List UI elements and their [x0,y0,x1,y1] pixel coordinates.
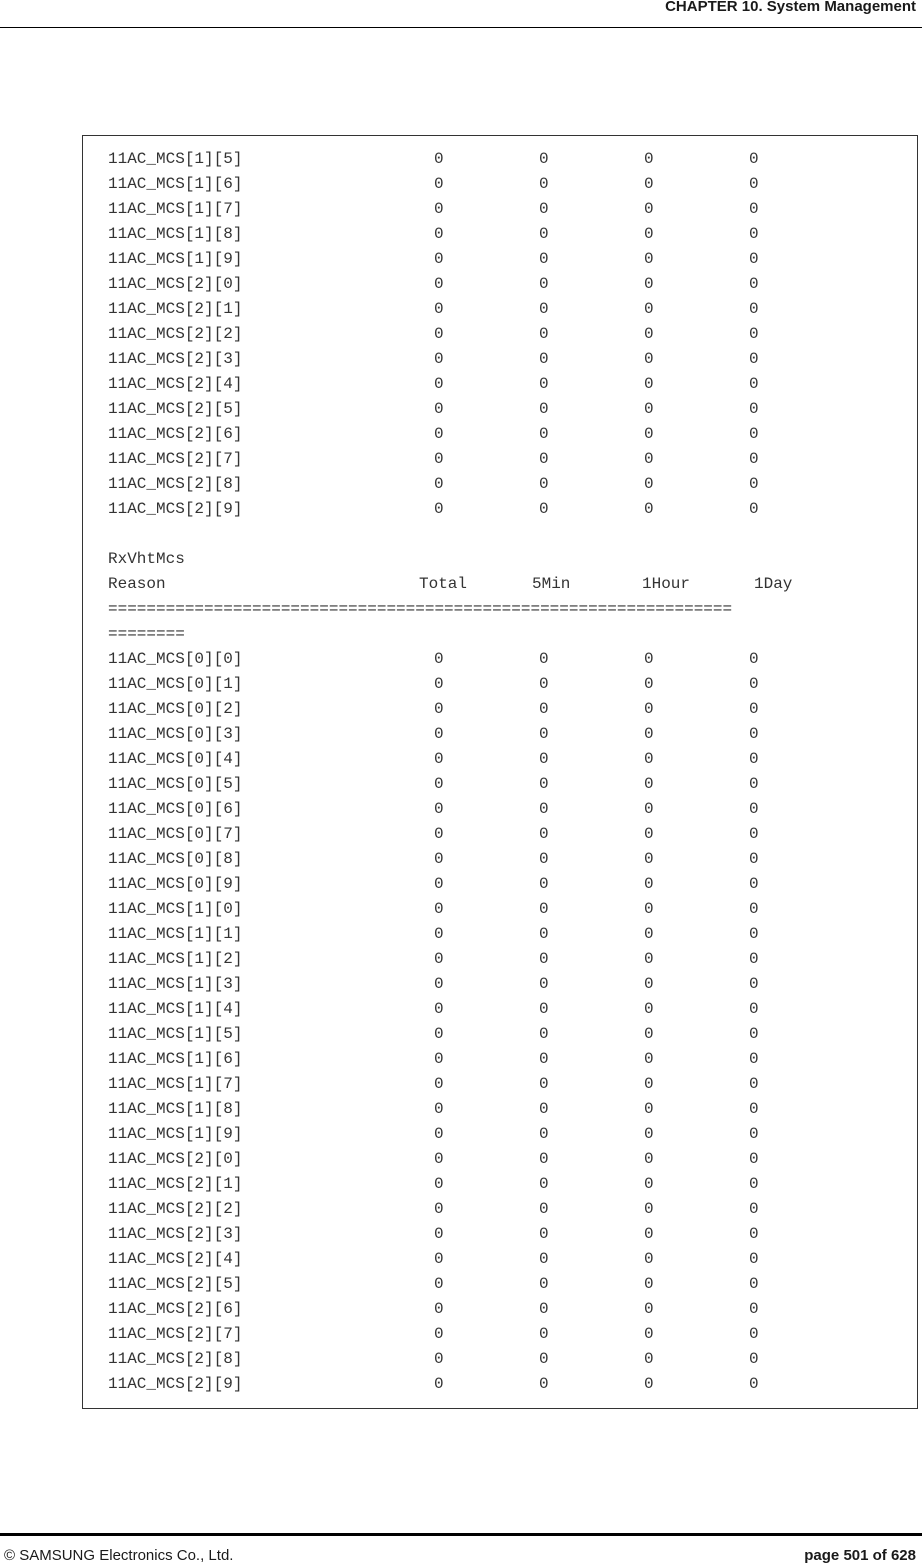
1hour-cell: 0 [644,450,654,468]
total-cell: 0 [434,975,444,993]
1day-cell: 0 [749,650,759,668]
reason-cell: 11AC_MCS[2][5] [108,1275,243,1293]
page-number: page 501 of 628 [804,1547,916,1564]
5min-cell: 0 [539,325,549,343]
5min-cell: 0 [539,1275,549,1293]
header-1hour: 1Hour [642,575,691,593]
1day-cell: 0 [749,1150,759,1168]
total-cell: 0 [434,475,444,493]
1day-cell: 0 [749,300,759,318]
reason-cell: 11AC_MCS[1][1] [108,925,243,943]
total-cell: 0 [434,1300,444,1318]
5min-cell: 0 [539,400,549,418]
1day-cell: 0 [749,1025,759,1043]
1day-cell: 0 [749,175,759,193]
1day-cell: 0 [749,1300,759,1318]
reason-cell: 11AC_MCS[0][7] [108,825,243,843]
reason-cell: 11AC_MCS[2][7] [108,1325,243,1343]
5min-cell: 0 [539,300,549,318]
total-cell: 0 [434,175,444,193]
1hour-cell: 0 [644,150,654,168]
1hour-cell: 0 [644,425,654,443]
reason-cell: 11AC_MCS[2][2] [108,1200,243,1218]
total-cell: 0 [434,275,444,293]
5min-cell: 0 [539,250,549,268]
total-cell: 0 [434,700,444,718]
1day-cell: 0 [749,425,759,443]
5min-cell: 0 [539,725,549,743]
1hour-cell: 0 [644,1025,654,1043]
total-cell: 0 [434,300,444,318]
total-cell: 0 [434,775,444,793]
total-cell: 0 [434,1150,444,1168]
reason-cell: 11AC_MCS[1][5] [108,1025,243,1043]
reason-cell: 11AC_MCS[1][0] [108,900,243,918]
total-cell: 0 [434,650,444,668]
1day-cell: 0 [749,325,759,343]
1hour-cell: 0 [644,200,654,218]
1hour-cell: 0 [644,1375,654,1393]
1day-cell: 0 [749,225,759,243]
5min-cell: 0 [539,875,549,893]
total-cell: 0 [434,1200,444,1218]
1day-cell: 0 [749,350,759,368]
1hour-cell: 0 [644,400,654,418]
reason-cell: 11AC_MCS[1][5] [108,150,243,168]
5min-cell: 0 [539,1375,549,1393]
1hour-cell: 0 [644,875,654,893]
5min-cell: 0 [539,700,549,718]
total-cell: 0 [434,325,444,343]
5min-cell: 0 [539,1325,549,1343]
total-cell: 0 [434,950,444,968]
5min-cell: 0 [539,1350,549,1368]
reason-cell: 11AC_MCS[1][8] [108,1100,243,1118]
1day-cell: 0 [749,1200,759,1218]
reason-cell: 11AC_MCS[0][1] [108,675,243,693]
5min-cell: 0 [539,1025,549,1043]
1day-cell: 0 [749,975,759,993]
1hour-cell: 0 [644,950,654,968]
reason-cell: 11AC_MCS[2][0] [108,1150,243,1168]
1day-cell: 0 [749,1250,759,1268]
reason-cell: 11AC_MCS[2][5] [108,400,243,418]
reason-cell: 11AC_MCS[1][9] [108,1125,243,1143]
total-cell: 0 [434,1175,444,1193]
1hour-cell: 0 [644,1000,654,1018]
1hour-cell: 0 [644,375,654,393]
1day-cell: 0 [749,800,759,818]
reason-cell: 11AC_MCS[1][6] [108,1050,243,1068]
section-title: RxVhtMcs [108,550,185,568]
5min-cell: 0 [539,850,549,868]
5min-cell: 0 [539,800,549,818]
5min-cell: 0 [539,750,549,768]
total-cell: 0 [434,425,444,443]
1hour-cell: 0 [644,1225,654,1243]
5min-cell: 0 [539,175,549,193]
1day-cell: 0 [749,500,759,518]
1hour-cell: 0 [644,925,654,943]
reason-cell: 11AC_MCS[1][6] [108,175,243,193]
total-cell: 0 [434,1375,444,1393]
1hour-cell: 0 [644,500,654,518]
5min-cell: 0 [539,1100,549,1118]
1day-cell: 0 [749,375,759,393]
1day-cell: 0 [749,725,759,743]
total-cell: 0 [434,400,444,418]
total-cell: 0 [434,1025,444,1043]
5min-cell: 0 [539,350,549,368]
total-cell: 0 [434,1225,444,1243]
1hour-cell: 0 [644,1075,654,1093]
reason-cell: 11AC_MCS[0][9] [108,875,243,893]
total-cell: 0 [434,750,444,768]
separator-line-wrap: ======== [108,625,185,643]
total-cell: 0 [434,250,444,268]
total-cell: 0 [434,500,444,518]
total-cell: 0 [434,900,444,918]
5min-cell: 0 [539,675,549,693]
reason-cell: 11AC_MCS[2][9] [108,1375,243,1393]
1day-cell: 0 [749,775,759,793]
1hour-cell: 0 [644,225,654,243]
5min-cell: 0 [539,1000,549,1018]
total-cell: 0 [434,725,444,743]
1hour-cell: 0 [644,250,654,268]
total-cell: 0 [434,150,444,168]
reason-cell: 11AC_MCS[0][8] [108,850,243,868]
5min-cell: 0 [539,200,549,218]
reason-cell: 11AC_MCS[2][2] [108,325,243,343]
reason-cell: 11AC_MCS[2][8] [108,475,243,493]
1hour-cell: 0 [644,1100,654,1118]
5min-cell: 0 [539,1175,549,1193]
reason-cell: 11AC_MCS[2][4] [108,375,243,393]
1hour-cell: 0 [644,1300,654,1318]
1day-cell: 0 [749,1000,759,1018]
1hour-cell: 0 [644,1050,654,1068]
reason-cell: 11AC_MCS[0][6] [108,800,243,818]
1day-cell: 0 [749,475,759,493]
header-1day: 1Day [754,575,793,593]
1hour-cell: 0 [644,325,654,343]
reason-cell: 11AC_MCS[2][4] [108,1250,243,1268]
total-cell: 0 [434,375,444,393]
1hour-cell: 0 [644,1275,654,1293]
total-cell: 0 [434,1125,444,1143]
reason-cell: 11AC_MCS[0][0] [108,650,243,668]
header-total: Total [419,575,468,593]
5min-cell: 0 [539,775,549,793]
1hour-cell: 0 [644,300,654,318]
1day-cell: 0 [749,1275,759,1293]
5min-cell: 0 [539,150,549,168]
1day-cell: 0 [749,200,759,218]
1hour-cell: 0 [644,350,654,368]
1hour-cell: 0 [644,700,654,718]
5min-cell: 0 [539,1125,549,1143]
total-cell: 0 [434,825,444,843]
1hour-cell: 0 [644,1125,654,1143]
1day-cell: 0 [749,1375,759,1393]
header-divider [0,27,922,28]
5min-cell: 0 [539,1200,549,1218]
5min-cell: 0 [539,1300,549,1318]
1hour-cell: 0 [644,1200,654,1218]
reason-cell: 11AC_MCS[1][8] [108,225,243,243]
reason-cell: 11AC_MCS[2][6] [108,425,243,443]
1day-cell: 0 [749,700,759,718]
reason-cell: 11AC_MCS[1][4] [108,1000,243,1018]
1day-cell: 0 [749,1050,759,1068]
1day-cell: 0 [749,1350,759,1368]
reason-cell: 11AC_MCS[0][2] [108,700,243,718]
total-cell: 0 [434,675,444,693]
5min-cell: 0 [539,425,549,443]
1day-cell: 0 [749,900,759,918]
1hour-cell: 0 [644,975,654,993]
copyright-text: © SAMSUNG Electronics Co., Ltd. [4,1547,234,1564]
1hour-cell: 0 [644,800,654,818]
total-cell: 0 [434,1350,444,1368]
reason-cell: 11AC_MCS[1][7] [108,1075,243,1093]
total-cell: 0 [434,875,444,893]
total-cell: 0 [434,1100,444,1118]
1hour-cell: 0 [644,825,654,843]
reason-cell: 11AC_MCS[2][3] [108,1225,243,1243]
1day-cell: 0 [749,1175,759,1193]
1hour-cell: 0 [644,1350,654,1368]
1day-cell: 0 [749,250,759,268]
1hour-cell: 0 [644,900,654,918]
1day-cell: 0 [749,950,759,968]
1hour-cell: 0 [644,775,654,793]
total-cell: 0 [434,200,444,218]
reason-cell: 11AC_MCS[2][0] [108,275,243,293]
1hour-cell: 0 [644,850,654,868]
1hour-cell: 0 [644,750,654,768]
total-cell: 0 [434,925,444,943]
separator-line: ================================================================= [108,600,733,618]
header-5min: 5Min [532,575,571,593]
total-cell: 0 [434,1325,444,1343]
header-reason: Reason [108,575,166,593]
5min-cell: 0 [539,950,549,968]
1hour-cell: 0 [644,650,654,668]
total-cell: 0 [434,1075,444,1093]
5min-cell: 0 [539,225,549,243]
1day-cell: 0 [749,275,759,293]
reason-cell: 11AC_MCS[2][7] [108,450,243,468]
5min-cell: 0 [539,1225,549,1243]
1day-cell: 0 [749,750,759,768]
total-cell: 0 [434,350,444,368]
reason-cell: 11AC_MCS[1][2] [108,950,243,968]
1day-cell: 0 [749,1100,759,1118]
1day-cell: 0 [749,1125,759,1143]
1hour-cell: 0 [644,1250,654,1268]
5min-cell: 0 [539,900,549,918]
total-cell: 0 [434,450,444,468]
5min-cell: 0 [539,475,549,493]
1day-cell: 0 [749,925,759,943]
1hour-cell: 0 [644,1325,654,1343]
1hour-cell: 0 [644,175,654,193]
1hour-cell: 0 [644,1175,654,1193]
1day-cell: 0 [749,850,759,868]
1day-cell: 0 [749,150,759,168]
5min-cell: 0 [539,1250,549,1268]
5min-cell: 0 [539,650,549,668]
1day-cell: 0 [749,875,759,893]
column-header-row [108,572,793,597]
total-cell: 0 [434,800,444,818]
5min-cell: 0 [539,275,549,293]
5min-cell: 0 [539,450,549,468]
chapter-title: CHAPTER 10. System Management [665,0,916,15]
reason-cell: 11AC_MCS[2][3] [108,350,243,368]
cli-output-box [82,135,918,1409]
1hour-cell: 0 [644,1150,654,1168]
reason-cell: 11AC_MCS[1][7] [108,200,243,218]
1day-cell: 0 [749,825,759,843]
5min-cell: 0 [539,500,549,518]
reason-cell: 11AC_MCS[2][6] [108,1300,243,1318]
5min-cell: 0 [539,825,549,843]
1hour-cell: 0 [644,675,654,693]
1hour-cell: 0 [644,275,654,293]
reason-cell: 11AC_MCS[2][1] [108,1175,243,1193]
1day-cell: 0 [749,450,759,468]
5min-cell: 0 [539,975,549,993]
1day-cell: 0 [749,400,759,418]
5min-cell: 0 [539,925,549,943]
reason-cell: 11AC_MCS[0][3] [108,725,243,743]
total-cell: 0 [434,225,444,243]
reason-cell: 11AC_MCS[2][1] [108,300,243,318]
total-cell: 0 [434,1250,444,1268]
1day-cell: 0 [749,1325,759,1343]
reason-cell: 11AC_MCS[2][9] [108,500,243,518]
1hour-cell: 0 [644,475,654,493]
5min-cell: 0 [539,1075,549,1093]
reason-cell: 11AC_MCS[1][3] [108,975,243,993]
reason-cell: 11AC_MCS[0][5] [108,775,243,793]
reason-cell: 11AC_MCS[2][8] [108,1350,243,1368]
total-cell: 0 [434,1275,444,1293]
1day-cell: 0 [749,675,759,693]
reason-cell: 11AC_MCS[0][4] [108,750,243,768]
total-cell: 0 [434,1000,444,1018]
footer-divider [0,1533,922,1536]
5min-cell: 0 [539,1150,549,1168]
5min-cell: 0 [539,375,549,393]
total-cell: 0 [434,850,444,868]
reason-cell: 11AC_MCS[1][9] [108,250,243,268]
1hour-cell: 0 [644,725,654,743]
1day-cell: 0 [749,1075,759,1093]
total-cell: 0 [434,1050,444,1068]
1day-cell: 0 [749,1225,759,1243]
5min-cell: 0 [539,1050,549,1068]
